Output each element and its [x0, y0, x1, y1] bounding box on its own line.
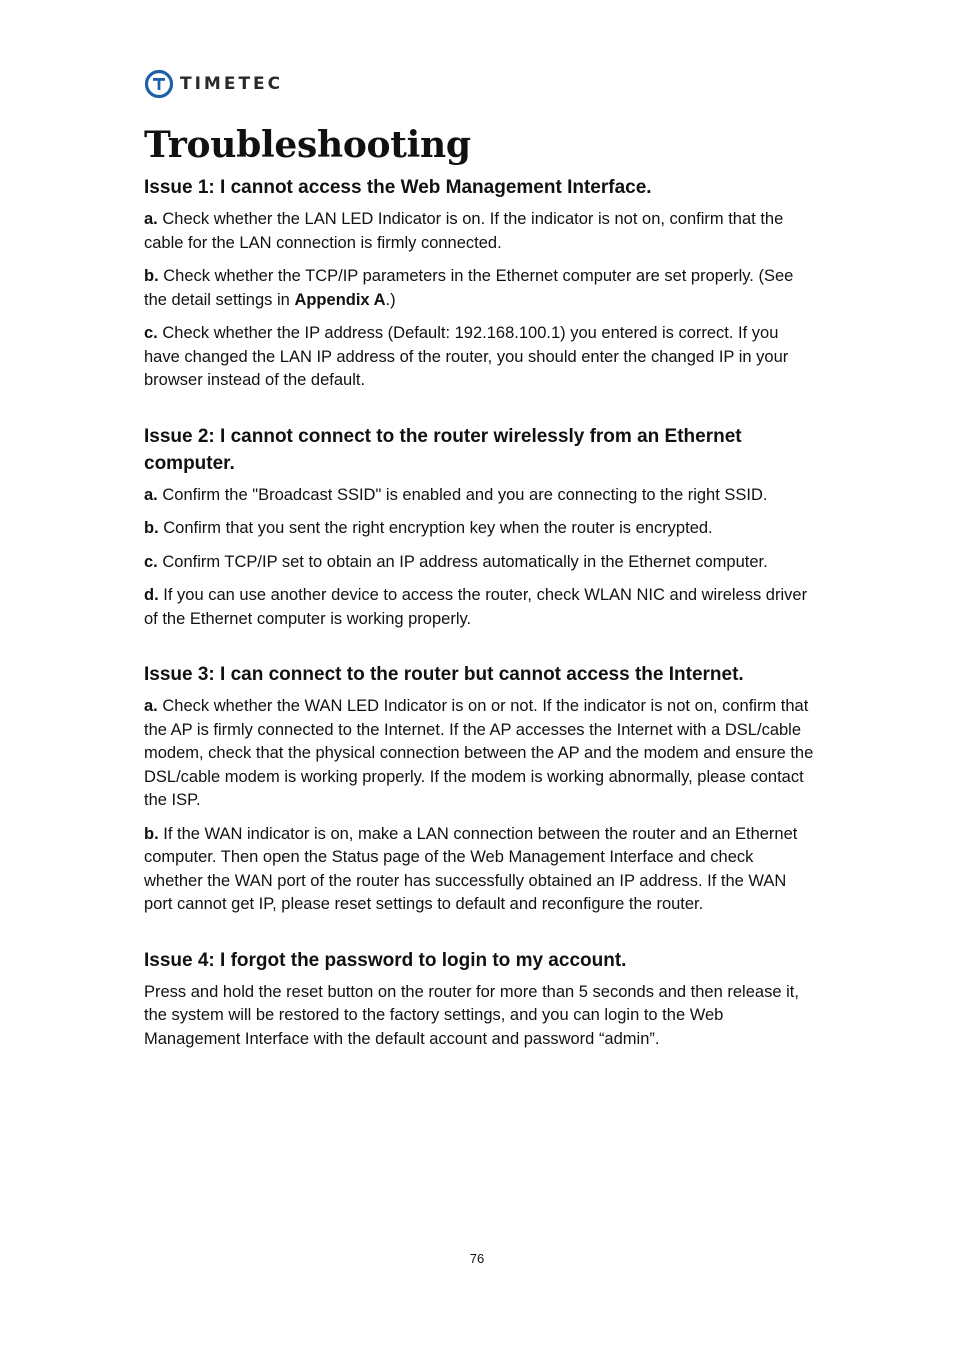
- issue-item: [144, 981, 814, 1052]
- logo-text: TIMETEC: [180, 74, 284, 94]
- issue-item: [144, 584, 814, 631]
- issue-item: [144, 551, 814, 575]
- item-text: Confirm the "Broadcast SSID" is enabled and you are connecting to the right SSID.: [162, 485, 768, 504]
- item-marker: c.: [144, 552, 158, 571]
- issue-item: [144, 484, 814, 508]
- issue-item: [144, 517, 814, 541]
- timetec-logo-icon: [144, 69, 174, 99]
- item-marker: a.: [144, 485, 158, 504]
- appendix-reference: Appendix A: [294, 290, 386, 309]
- item-marker: a.: [144, 210, 158, 228]
- issue-item: [144, 695, 814, 813]
- item-marker: b.: [144, 519, 159, 537]
- issue-heading: Issue 1: I cannot access the Web Management Interface.: [144, 177, 652, 198]
- item-text: Check whether the TCP/IP parameters in the Ethernet computer are set properly. (See the detail settings in: [144, 267, 794, 309]
- item-marker: c.: [144, 324, 158, 342]
- issue-heading: Issue 2: I cannot connect to the router wirelessly from an Ethernet computer.: [144, 425, 742, 474]
- item-marker: b.: [144, 824, 159, 843]
- timetec-logo: [144, 69, 283, 99]
- issue-item: [144, 823, 814, 917]
- issue-3: [144, 661, 814, 917]
- issue-4: [144, 947, 814, 1052]
- item-text: Check whether the IP address (Default: 192.168.100.1) you entered is correct. If you have changed the LAN IP address of the router, you should enter the changed IP in your browser instead of the default.: [144, 324, 789, 389]
- item-marker: d.: [144, 586, 159, 604]
- item-text: If the WAN indicator is on, make a LAN connection between the router and an Ethernet computer. Then open the Status page of the Web Management Interface and check whether the WAN port of the router has successfully obtained an IP address. If the WAN port cannot get IP, please reset settings to default and reconfigure the router.: [144, 824, 798, 913]
- issue-1: [144, 174, 814, 393]
- item-text: If you can use another device to access the router, check WLAN NIC and wireless driver of the Ethernet computer is working properly.: [144, 586, 808, 628]
- page-number: 76: [469, 1251, 485, 1266]
- issue-item: [144, 322, 814, 393]
- issue-item: [144, 265, 814, 312]
- item-marker: b.: [144, 267, 159, 285]
- issue-heading: Issue 3: I can connect to the router but cannot access the Internet.: [144, 664, 744, 685]
- item-text: Press and hold the reset button on the router for more than 5 seconds and then release it, the system will be restored to the factory settings, and you can login to the Web Management Interface with the default account and password “admin”.: [144, 982, 799, 1048]
- item-text: Confirm TCP/IP set to obtain an IP address automatically in the Ethernet computer.: [162, 552, 768, 571]
- issue-heading: Issue 4: I forgot the password to login to my account.: [144, 949, 627, 971]
- page-title: Troubleshooting: [144, 124, 471, 166]
- issue-2: [144, 423, 814, 632]
- issue-item: [144, 208, 814, 255]
- item-text: Confirm that you sent the right encryption key when the router is encrypted.: [163, 519, 713, 537]
- main-content: [144, 120, 814, 1061]
- item-text-end: .): [385, 290, 396, 309]
- item-marker: a.: [144, 697, 158, 715]
- item-text: Check whether the LAN LED Indicator is on. If the indicator is not on, confirm that the cable for the LAN connection is firmly connected.: [144, 210, 784, 252]
- item-text: Check whether the WAN LED Indicator is on or not. If the indicator is not on, confirm that the AP is firmly connected to the Internet. If the AP accesses the Internet with a DSL/cable modem, check that the physical connection between the AP and the modem and ensure the DSL/cable modem is working properly. If the modem is working abnormally, please contact the ISP.: [144, 697, 814, 809]
